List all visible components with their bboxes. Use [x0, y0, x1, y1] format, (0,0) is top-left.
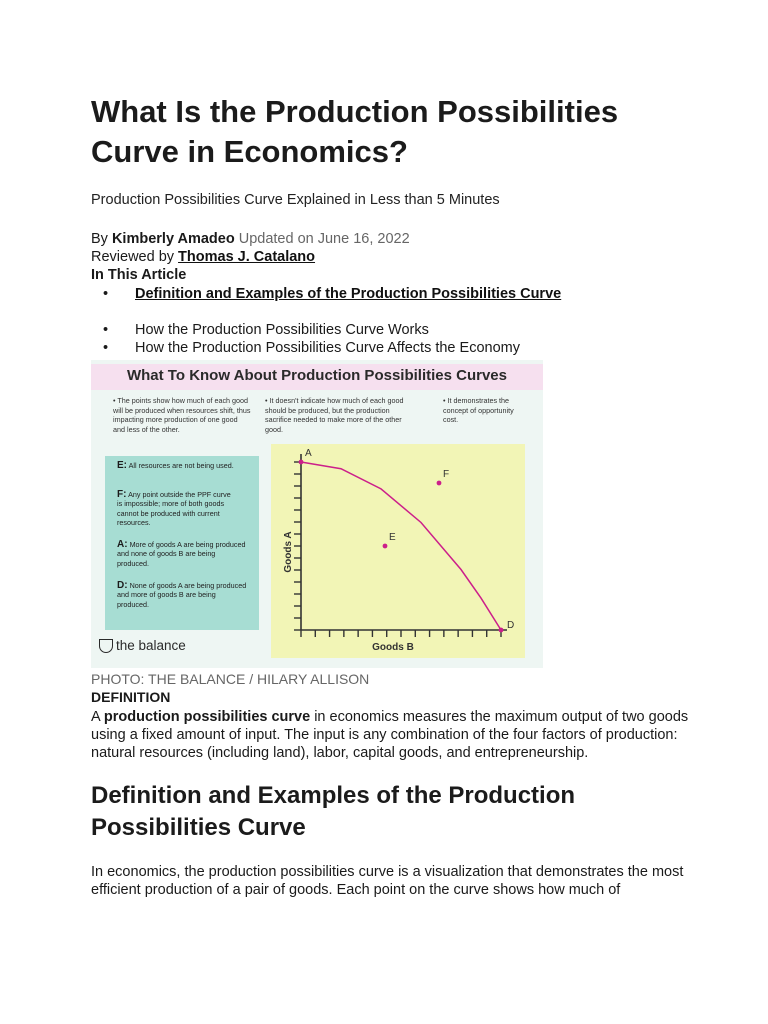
reviewed-by [91, 249, 315, 265]
point-e-label: E [389, 532, 396, 543]
legend-item-d [117, 581, 249, 609]
balance-logo-icon [99, 639, 113, 653]
definition-text [91, 708, 691, 762]
photo-caption: PHOTO: THE BALANCE / HILARY ALLISON [91, 671, 370, 687]
the-balance-logo [99, 638, 186, 653]
ppf-infographic [91, 360, 543, 668]
toc-label-economy[interactable]: How the Production Possibilities Curve Affects the Economy [135, 340, 520, 356]
legend-item-f [117, 490, 237, 528]
section-heading: Definition and Examples of the Production Possibilities Curve [91, 782, 576, 841]
definition-body: in economics measures the maximum output of two goods using a fixed amount of input. The input is any combination of the four factors of production: natural resources (including land), labor, capital goods, and entrepreneurship. [91, 709, 689, 761]
definition-prefix: A [91, 709, 100, 725]
legend-key: D: [117, 580, 128, 591]
toc-bullet: • [103, 340, 109, 356]
infographic-point-3: • It demonstrates the concept of opportunity cost. [443, 396, 514, 425]
in-this-article-heading: In This Article [91, 267, 187, 283]
toc-item-economy[interactable] [103, 340, 520, 356]
legend-text: None of goods A are being produced and more of goods B are being produced. [117, 581, 247, 609]
point-a-marker [299, 460, 304, 465]
updated-date: Updated on June 16, 2022 [238, 231, 410, 247]
point-f-label: F [443, 469, 450, 480]
toc-item-how-it-works[interactable] [103, 322, 429, 338]
y-axis-label: Goods A [283, 531, 294, 573]
by-label: By [91, 231, 108, 247]
legend-text: More of goods A are being produced and none of goods B are being produced. [117, 540, 246, 568]
point-e-marker [383, 544, 388, 549]
toc-bullet: • [103, 286, 109, 302]
legend-text: Any point outside the PPF curve is impossible; more of both goods cannot be produced with current resources. [117, 490, 231, 528]
ppf-chart [271, 444, 525, 658]
legend-text: All resources are not being used. [128, 461, 234, 470]
article-subtitle: Production Possibilities Curve Explained in Less than 5 Minutes [91, 192, 500, 208]
byline [91, 231, 410, 247]
legend-item-e [117, 461, 237, 470]
point-d-label: D [507, 620, 515, 631]
legend-key: E: [117, 460, 127, 471]
point-legend-box [105, 456, 259, 630]
point-f-marker [437, 481, 442, 486]
definition-label: DEFINITION [91, 689, 171, 705]
infographic-title: What To Know About Production Possibilities Curves [126, 367, 507, 384]
toc-label-how-it-works[interactable]: How the Production Possibilities Curve Works [135, 322, 429, 338]
toc-bullet: • [103, 322, 109, 338]
point-a-label: A [305, 448, 312, 459]
infographic-point-1: • The points show how much of each good will be produced when resources shift, thus impacting more production of one good and less of the other. [113, 396, 251, 434]
reviewed-label: Reviewed by [91, 249, 175, 265]
definition-term: production possibilities curve [103, 709, 311, 725]
section-paragraph: In economics, the production possibilities curve is a visualization that demonstrates the most efficient production of a pair of goods. Each point on the curve shows how much of [91, 864, 684, 898]
logo-text: the balance [116, 638, 186, 653]
article-title: What Is the Production Possibilities Curve in Economics? [91, 94, 619, 169]
legend-item-a [117, 540, 247, 568]
legend-key: A: [117, 539, 128, 550]
author-name: Kimberly Amadeo [111, 231, 235, 247]
toc-link-definition[interactable]: Definition and Examples of the Production Possibilities Curve [135, 286, 562, 302]
reviewer-link[interactable]: Thomas J. Catalano [178, 249, 316, 265]
legend-key: F: [117, 489, 127, 500]
x-axis-label: Goods B [372, 642, 414, 653]
point-d-marker [499, 628, 504, 633]
infographic-point-2: • It doesn't indicate how much of each good should be produced, but the production sacrifice needed to make more of the other good. [265, 396, 404, 434]
toc-item-definition [103, 286, 561, 302]
chart-background [271, 444, 525, 658]
